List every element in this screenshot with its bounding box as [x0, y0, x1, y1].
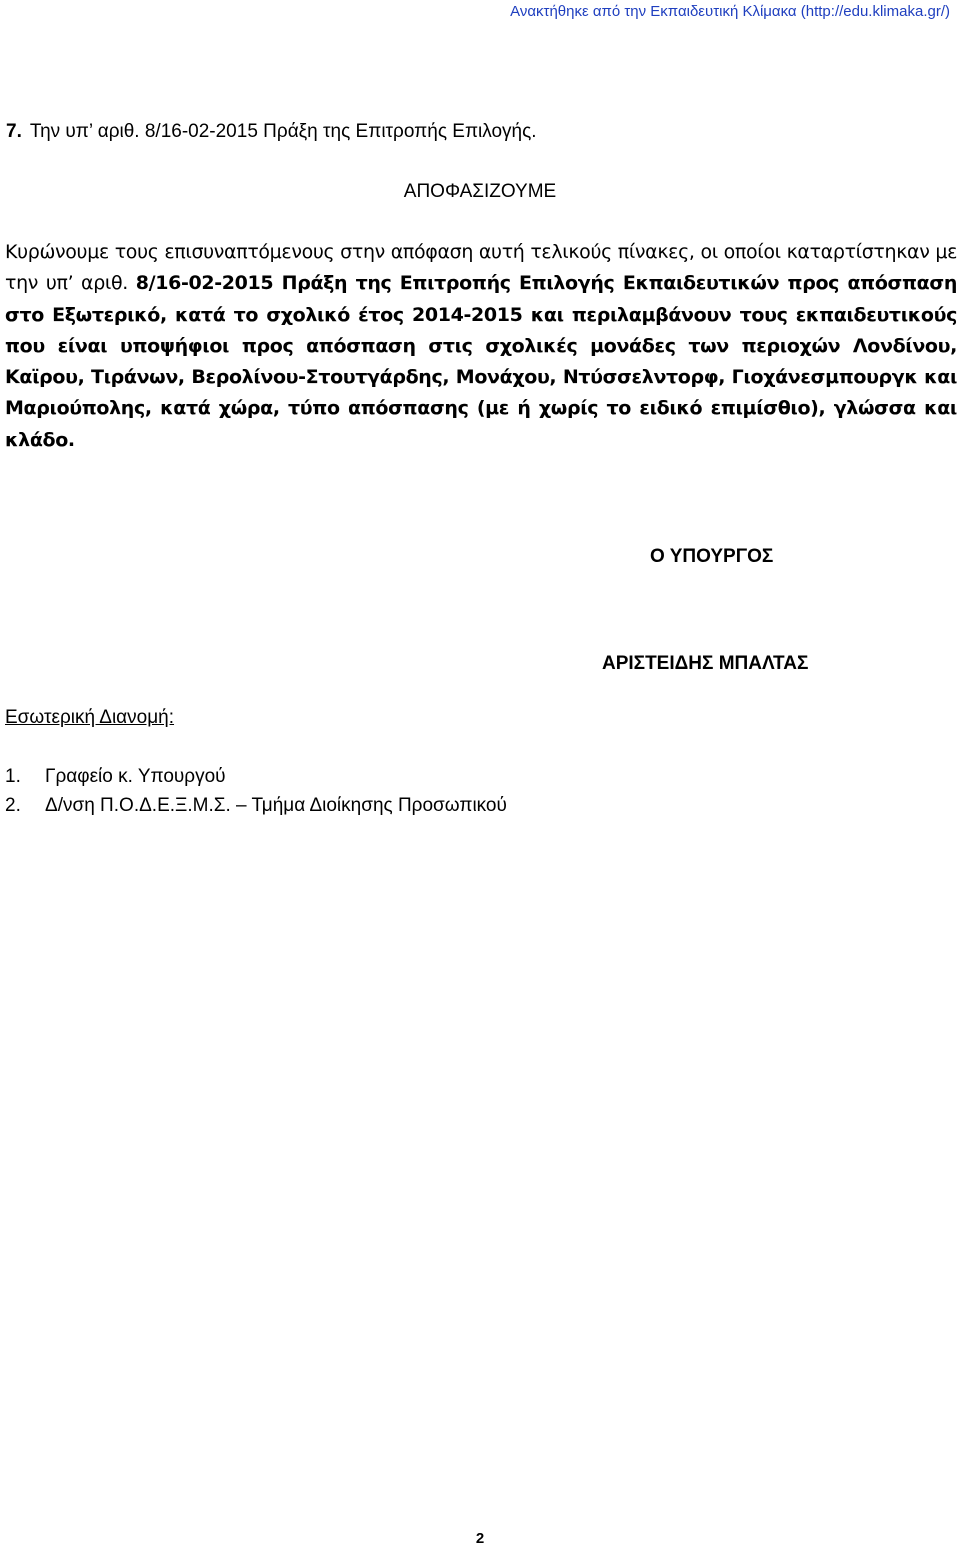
- decision-text-bold: 8/16-02-2015 Πράξη της Επιτροπής Επιλογής Εκπαιδευτικών προς απόσπαση στο Εξωτερικό, κατά το σχολικό έτος 2014-2015 και περιλαμβάνουν τους εκπαιδευτικούς που είναι υποψήφιοι προς απόσπαση στις σχολικές μονάδες των περιοχών Λονδίνου, Καϊρου, Τιράνων, Βερολίνου-Στουτγάρδης, Μονάχου, Ντύσσελντορφ, Γιοχάνεσμπουργκ και Μαριούπολης, κατά χώρα, τύπο απόσπασης (με ή χωρίς το ειδικό επιμίσθιο), γλώσσα και κλάδο.: [5, 272, 957, 451]
- item-text: Την υπ’ αριθ. 8/16-02-2015 Πράξη της Επιτροπής Επιλογής.: [29, 121, 537, 142]
- signature-name: ΑΡΙΣΤΕΙΔΗΣ ΜΠΑΛΤΑΣ: [602, 653, 809, 674]
- item-number: 7.: [6, 121, 22, 142]
- signature-title: Ο ΥΠΟΥΡΓΟΣ: [650, 546, 774, 567]
- decision-heading: ΑΠΟΦΑΣΙΖΟΥΜΕ: [403, 181, 557, 202]
- consideration-item-7: [6, 121, 537, 143]
- list-item-text: Δ/νση Π.Ο.Δ.Ε.Ξ.Μ.Σ. – Τμήμα Διοίκησης Προσωπικού: [45, 795, 507, 816]
- distribution-list: [5, 762, 507, 820]
- list-item-text: Γραφείο κ. Υπουργού: [45, 766, 226, 787]
- page-number: 2: [475, 1530, 485, 1547]
- decision-paragraph: [5, 237, 957, 456]
- distribution-title: Εσωτερική Διανομή:: [5, 707, 175, 728]
- list-item-number: 2.: [5, 795, 21, 816]
- source-watermark: Ανακτήθηκε από την Εκπαιδευτική Κλίμακα (http://edu.klimaka.gr/): [510, 3, 950, 20]
- list-item: [5, 791, 507, 820]
- decision-text-normal: Κυρώνουμε τους επισυναπτόμενους στην απόφαση αυτή τελικούς πίνακες, οι οποίοι καταρτίστηκαν με την υπ’ αριθ.: [5, 241, 957, 295]
- list-item: [5, 762, 507, 791]
- list-item-number: 1.: [5, 766, 21, 787]
